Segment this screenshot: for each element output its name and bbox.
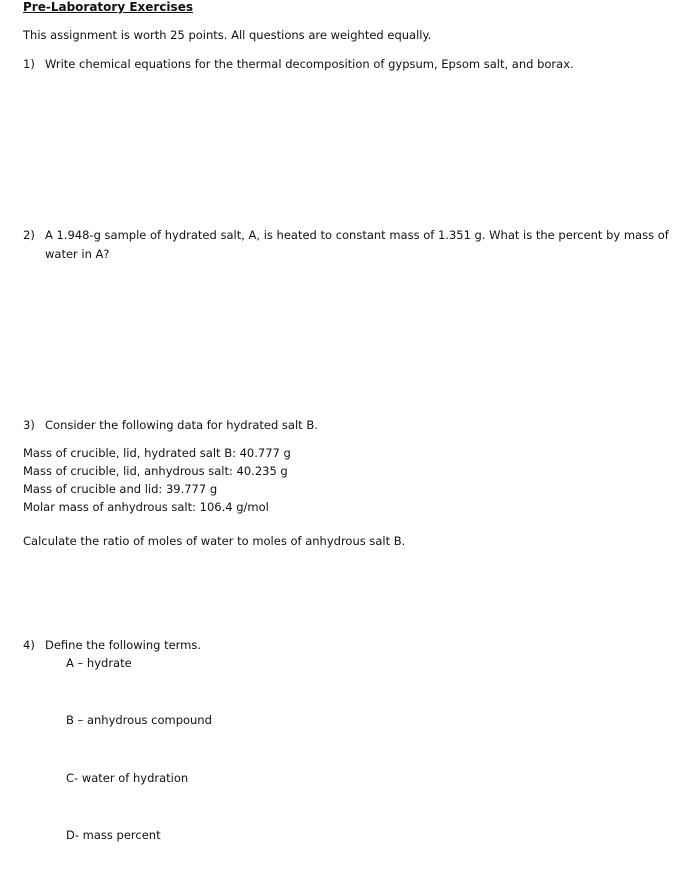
assignment-intro: This assignment is worth 25 points. All questions are weighted equally. <box>23 28 432 42</box>
question-number: 4) <box>23 638 35 652</box>
question-text-continued: water in A? <box>45 247 110 261</box>
question-instruction: Calculate the ratio of moles of water to moles of anhydrous salt B. <box>23 534 406 548</box>
term-water-of-hydration: C- water of hydration <box>66 771 189 785</box>
question-text: A 1.948-g sample of hydrated salt, A, is heated to constant mass of 1.351 g. What is the percent by mass of <box>45 228 669 242</box>
data-line-hydrated-mass: Mass of crucible, lid, hydrated salt B: 40.777 g <box>23 446 291 460</box>
data-line-crucible-mass: Mass of crucible and lid: 39.777 g <box>23 482 218 496</box>
page-title: Pre-Laboratory Exercises <box>23 0 193 14</box>
term-anhydrous-compound: B – anhydrous compound <box>66 713 212 727</box>
question-number: 1) <box>23 57 35 71</box>
term-mass-percent: D- mass percent <box>66 828 161 842</box>
data-line-anhydrous-mass: Mass of crucible, lid, anhydrous salt: 40.235 g <box>23 464 288 478</box>
question-number: 2) <box>23 228 35 242</box>
term-hydrate: A – hydrate <box>66 656 132 670</box>
question-text: Consider the following data for hydrated salt B. <box>45 418 318 432</box>
data-line-molar-mass: Molar mass of anhydrous salt: 106.4 g/mol <box>23 500 269 514</box>
question-number: 3) <box>23 418 35 432</box>
question-text: Define the following terms. <box>45 638 202 652</box>
question-text: Write chemical equations for the thermal decomposition of gypsum, Epsom salt, and borax. <box>45 57 574 71</box>
